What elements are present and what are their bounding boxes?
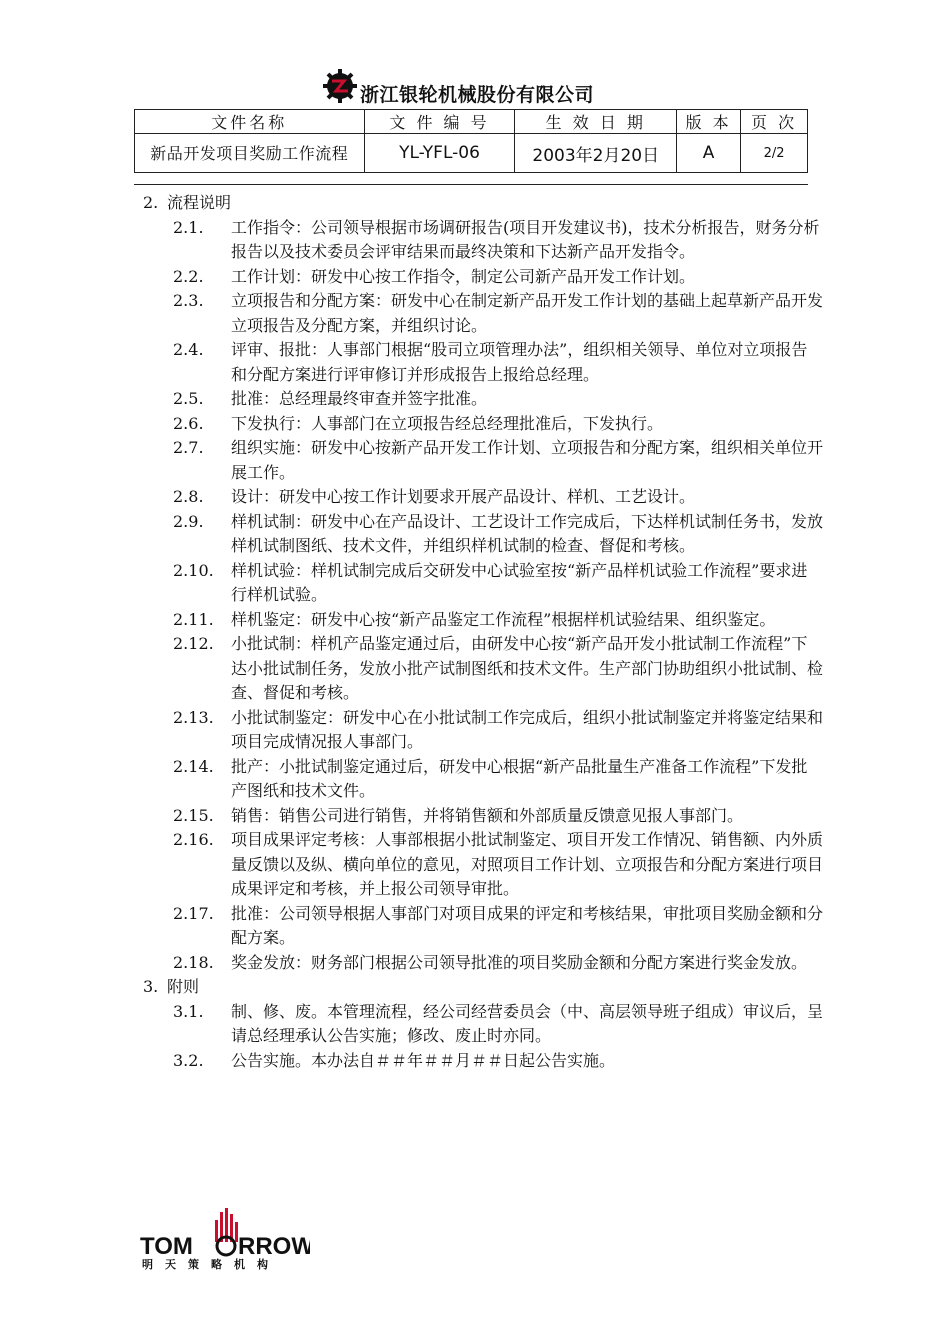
svg-text:TOM: TOM — [140, 1233, 193, 1260]
list-item: 3.2. 公告实施。本办法自＃＃年＃＃月＃＃日起公告实施。 — [173, 1050, 616, 1070]
list-item: 2.3. 立项报告和分配方案：研发中心在制定新产品开发工作计划的基础上起草新产品开发立项报告及分配方案，并组织讨论。 — [173, 291, 824, 335]
list-item: 2.2. 工作计划：研发中心按工作指令，制定公司新产品开发工作计划。 — [173, 266, 696, 286]
list-item: 2.17. 批准：公司领导根据人事部门对项目成果的评定和考核结果，审批项目奖励金额和分配方案。 — [173, 903, 824, 947]
document-body — [143, 191, 823, 1073]
tomorrow-logo-icon — [140, 1208, 310, 1270]
page-value: 2/2 — [741, 134, 808, 173]
list-item: 2.10. 样机试验：样机试制完成后交研发中心试验室按“新产品样机试验工作流程”要求进行样机试验。 — [173, 560, 808, 604]
list-item: 2.7. 组织实施：研发中心按新产品开发工作计划、立项报告和分配方案，组织相关单位开展工作。 — [173, 438, 824, 482]
list-item: 2.16. 项目成果评定考核：人事部根据小批试制鉴定、项目开发工作情况、销售额、内外质量反馈以及纵、横向单位的意见，对照项目工作计划、立项报告和分配方案进行项目成果评定和考核，并上报公司领导审批。 — [173, 830, 824, 898]
company-name: 浙江银轮机械股份有限公司 — [360, 83, 595, 106]
list-item: 2.5. 批准：总经理最终审查并签字批准。 — [173, 389, 488, 408]
header-effective-date: 生 效 日 期 — [515, 110, 677, 134]
document-info-table — [134, 109, 808, 173]
list-item: 2.8. 设计：研发中心按工作计划要求开展产品设计、样机、工艺设计。 — [173, 487, 696, 506]
header-divider — [134, 184, 808, 185]
list-item: 3.1. 制、修、废。本管理流程，经公司经营委员会（中、高层领导班子组成）审议后，呈请总经理承认公告实施；修改、废止时亦同。 — [173, 1001, 824, 1045]
svg-text:RROW: RROW — [238, 1233, 310, 1260]
list-item: 2.9. 样机试制：研发中心在产品设计、工艺设计工作完成后，下达样机试制任务书，发放样机试制图纸、技术文件，并组织样机试制的检查、督促和考核。 — [173, 511, 824, 555]
file-number-value: YL-YFL-06 — [364, 134, 515, 173]
list-item: 2.13. 小批试制鉴定：研发中心在小批试制工作完成后，组织小批试制鉴定并将鉴定结果和项目完成情况报人事部门。 — [173, 707, 824, 751]
list-item: 2.11. 样机鉴定：研发中心按“新产品鉴定工作流程”根据样机试验结果、组织鉴定。 — [173, 609, 776, 629]
tomorrow-brand-logo — [140, 1208, 310, 1270]
section-heading: 3. 附则 — [143, 977, 200, 996]
header-page: 页 次 — [741, 110, 808, 134]
version-value: A — [677, 134, 741, 173]
company-gear-logo-icon — [322, 68, 358, 104]
list-item: 2.4. 评审、报批：人事部门根据“股司立项管理办法”，组织相关领导、单位对立项报告和分配方案进行评审修订并形成报告上报给总经理。 — [173, 340, 808, 384]
list-item: 2.18. 奖金发放：财务部门根据公司领导批准的项目奖励金额和分配方案进行奖金发放。 — [173, 952, 808, 972]
list-item: 2.1. 工作指令：公司领导根据市场调研报告(项目开发建议书)，技术分析报告，财务分析报告以及技术委员会评审结果而最终决策和下达新产品开发指令。 — [173, 217, 820, 261]
list-item: 2.12. 小批试制：样机产品鉴定通过后，由研发中心按“新产品开发小批试制工作流程”下达小批试制任务，发放小批产试制图纸和技术文件。生产部门协助组织小批试制、检查、督促和考核。 — [173, 634, 824, 702]
header-file-number: 文 件 编 号 — [364, 110, 515, 134]
header-file-name: 文件名称 — [135, 110, 365, 134]
list-item: 2.6. 下发执行：人事部门在立项报告经总经理批准后，下发执行。 — [173, 413, 664, 433]
header-version: 版 本 — [677, 110, 741, 134]
svg-text:明天策略机构: 明天策略机构 — [142, 1258, 280, 1270]
file-name-value: 新品开发项目奖励工作流程 — [135, 134, 365, 173]
list-item: 2.14. 批产：小批试制鉴定通过后，研发中心根据“新产品批量生产准备工作流程”下发批产图纸和技术文件。 — [173, 756, 808, 800]
effective-date-value: 2003年2月20日 — [515, 134, 677, 173]
section-heading: 2. 流程说明 — [143, 193, 232, 212]
company-header — [322, 66, 594, 106]
list-item: 2.15. 销售：销售公司进行销售，并将销售额和外部质量反馈意见报人事部门。 — [173, 805, 744, 825]
